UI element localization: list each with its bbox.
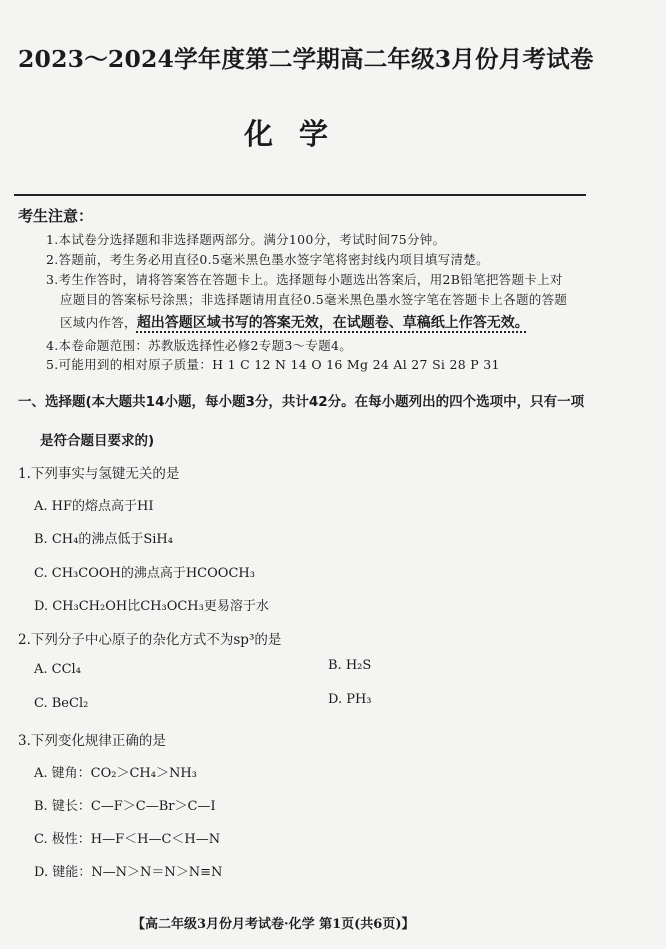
notice-warning: 超出答题区域书写的答案无效，在试题卷、草稿纸上作答无效。 [136, 315, 529, 331]
question-option: B. 键长：C—F＞C—Br＞C—I [34, 799, 216, 814]
notice-item [60, 312, 529, 332]
notice-item: 2.答题前，考生务必用直径0.5毫米黑色墨水签字笔将密封线内项目填写清楚。 [46, 252, 489, 267]
question-option: D. PH₃ [328, 692, 372, 707]
notice-item: 4.本卷命题范围：苏教版选择性必修2专题3～专题4。 [46, 338, 353, 353]
question-option: B. CH₄的沸点低于SiH₄ [34, 532, 173, 547]
notice-item: 5.可能用到的相对原子质量：H 1 C 12 N 14 O 16 Mg 24 Al 27 Si 28 P 31 [46, 357, 500, 372]
question-option: A. CCl₄ [34, 662, 81, 677]
question-option: D. CH₃CH₂OH比CH₃OCH₃更易溶于水 [34, 599, 269, 614]
exam-title: 2023～2024学年度第二学期高二年级3月份月考试卷 [18, 45, 594, 73]
question-option: C. CH₃COOH的沸点高于HCOOCH₃ [34, 566, 255, 581]
header-divider [14, 194, 586, 196]
subject-title: 化学 [244, 117, 355, 151]
notice-item: 应题目的答案标号涂黑；非选择题请用直径0.5毫米黑色墨水签字笔在答题卡上各题的答题 [60, 292, 568, 307]
page-footer: 【高二年级3月份月考试卷·化学 第1页(共6页)】 [132, 917, 415, 932]
question-stem: 1.下列事实与氢键无关的是 [18, 466, 180, 482]
notice-item: 1.本试卷分选择题和非选择题两部分。满分100分，考试时间75分钟。 [46, 232, 446, 247]
question-option: D. 键能：N—N＞N＝N＞N≡N [34, 865, 223, 880]
section-heading: 一、选择题(本大题共14小题，每小题3分，共计42分。在每小题列出的四个选项中，只有一项 [18, 394, 585, 410]
question-option: C. 极性：H—F＜H—C＜H—N [34, 832, 221, 847]
question-stem: 3.下列变化规律正确的是 [18, 733, 166, 749]
question-option: B. H₂S [328, 658, 372, 673]
question-option: A. 键角：CO₂＞CH₄＞NH₃ [34, 766, 197, 781]
notice-item-text: 区域内作答， [60, 315, 137, 330]
notice-label: 考生注意： [18, 207, 94, 225]
section-heading-cont: 是符合题目要求的) [40, 433, 155, 449]
question-stem: 2.下列分子中心原子的杂化方式不为sp³的是 [18, 632, 282, 648]
question-option: A. HF的熔点高于HI [34, 499, 154, 514]
question-option: C. BeCl₂ [34, 696, 89, 711]
notice-item: 3.考生作答时，请将答案答在答题卡上。选择题每小题选出答案后，用2B铅笔把答题卡上对 [46, 272, 563, 287]
